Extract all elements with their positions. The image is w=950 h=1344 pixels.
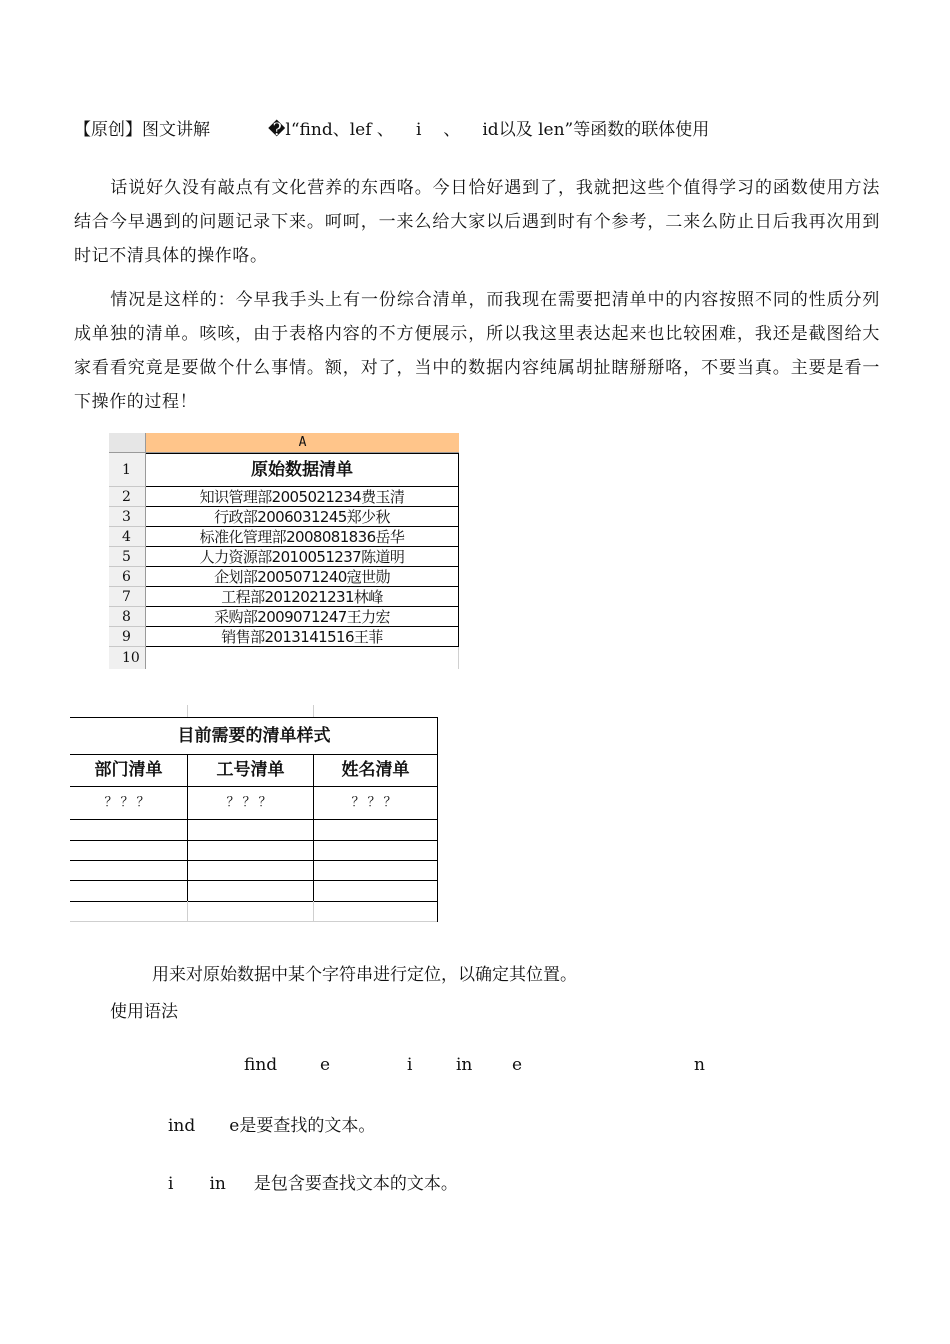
sheet-corner <box>109 433 146 453</box>
row-number: 7 <box>109 587 146 607</box>
grid-line <box>187 901 188 922</box>
sheet-data-cell: 行政部2006031245郑少秋 <box>146 507 459 527</box>
header-employee-id-list: 工号清单 <box>216 760 285 780</box>
title-part-1: 【原创】图文讲解 <box>74 120 210 140</box>
param-code: ind <box>168 1116 196 1136</box>
sheet-title-cell: 原始数据清单 <box>146 453 459 487</box>
paragraph-situation-text: 情况是这样的：今早我手头上有一份综合清单，而我现在需要把清单中的内容按照不同的性质分列成单独的清单。咳咳，由于表格内容的不方便展示，所以我这里表达起来也比较困难，我还是截图给大家看看究竟是要做个什么事情。额，对了，当中的数据内容纯属胡扯瞎掰掰咯，不要当真。主要是看一下操作的过程！ <box>74 290 880 412</box>
param-code: in <box>209 1174 226 1194</box>
row-number: 8 <box>109 607 146 627</box>
sheet-data-cell: 人力资源部2010051237陈道明 <box>146 547 459 567</box>
syntax-token: in <box>456 1055 473 1075</box>
grid-line <box>187 705 188 717</box>
syntax-token: n <box>694 1055 705 1075</box>
grid-line <box>313 901 314 922</box>
row-number: 5 <box>109 547 146 567</box>
grid-line <box>313 705 314 717</box>
paragraph-intro <box>74 171 880 273</box>
row-number: 6 <box>109 567 146 587</box>
syntax-token: e <box>512 1055 523 1075</box>
sheet-data-cell: 知识管理部2005021234费玉清 <box>146 487 459 507</box>
title-part-4: 、 <box>443 120 461 140</box>
param-code: i <box>168 1174 174 1194</box>
param-find-text <box>168 1111 375 1136</box>
sheet-data-cell: 工程部2012021231林峰 <box>146 587 459 607</box>
row-number: 10 <box>109 647 146 669</box>
paragraph-intro-text: 话说好久没有敲点有文化营养的东西咯。今日恰好遇到了，我就把这些个值得学习的函数使用方法结合今早遇到的问题记录下来。呵呵，一来么给大家以后遇到时有个参考，二来么防止日后我再次用到时记不清具体的操作咯。 <box>74 178 880 266</box>
title-part-2: �l“find、lef 、 <box>268 120 394 140</box>
syntax-label: 使用语法 <box>110 1002 178 1022</box>
syntax-token: find <box>244 1055 278 1075</box>
sheet-data-cell: 标准化管理部2008081836岳华 <box>146 527 459 547</box>
placeholder-cell: ？？？ <box>226 795 275 810</box>
row-number: 1 <box>109 453 146 487</box>
table-border <box>70 840 438 841</box>
original-data-sheet <box>109 433 459 669</box>
param-within-text <box>168 1169 458 1194</box>
title-part-3: i <box>415 120 422 140</box>
required-list-table <box>70 705 439 923</box>
syntax-token: e <box>320 1055 331 1075</box>
table-border <box>70 880 438 881</box>
row-number: 2 <box>109 487 146 507</box>
placeholder-cell: ？？？ <box>104 795 153 810</box>
table-border <box>70 860 438 861</box>
row-number: 4 <box>109 527 146 547</box>
column-header-a: A <box>146 433 459 453</box>
grid-line <box>70 921 438 922</box>
table-title: 目前需要的清单样式 <box>177 726 331 746</box>
sheet-data-cell: 企划部2005071240寇世勋 <box>146 567 459 587</box>
table-border <box>70 901 438 902</box>
table-border <box>70 819 438 820</box>
header-name-list: 姓名清单 <box>341 760 410 780</box>
title-part-5: id以及 len”等函数的联体使用 <box>482 120 710 140</box>
paragraph-situation <box>74 283 880 419</box>
sheet-data-cell: 采购部2009071247王力宏 <box>146 607 459 627</box>
sheet-data-cell: 销售部2013141516王菲 <box>146 627 459 647</box>
document-title <box>74 115 709 140</box>
syntax-token: i <box>407 1055 413 1075</box>
sheet-empty-cell <box>146 647 459 669</box>
row-number: 9 <box>109 627 146 647</box>
find-description: 用来对原始数据中某个字符串进行定位，以确定其位置。 <box>152 965 577 985</box>
placeholder-cell: ？？？ <box>351 795 400 810</box>
header-department-list: 部门清单 <box>94 760 163 780</box>
param-desc: 是包含要查找文本的文本。 <box>253 1174 458 1194</box>
row-number: 3 <box>109 507 146 527</box>
param-desc: e是要查找的文本。 <box>229 1116 376 1136</box>
